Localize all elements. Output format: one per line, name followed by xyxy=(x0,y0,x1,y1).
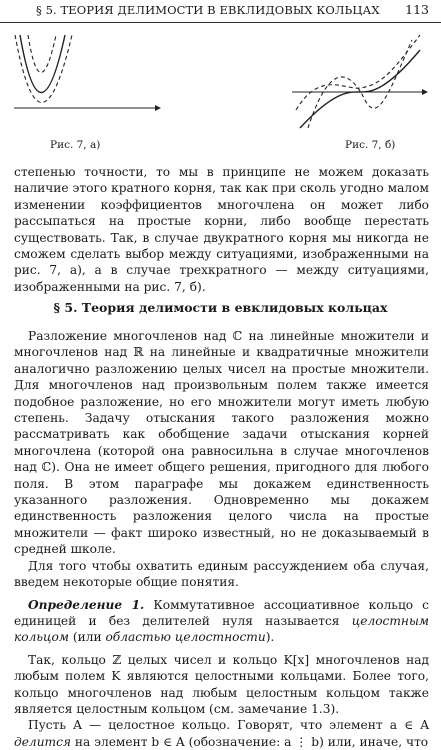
paragraph-2: Разложение многочленов над ℂ на линейные множители и многочленов над ℝ на линейные и квадратичные множители аналогично разложению целых чисел на простые множители. Для многочленов над произвольным полем также имеется подобное разложение, но его множители могут иметь любую степень. Задачу отыскания такого разложения можно рассматривать как обобщение задачи отыскания корней многочлена (которой она равносильна в случае многочленов над ℂ). Она не имеет общего решения, пригодного для любого поля. В этом параграфе мы докажем единственность указанного разложения. Одновременно мы докажем единственность разложения целого числа на простые множители — факт широко известный, но не доказываемый в средней школе. xyxy=(14,329,429,557)
paragraph-5-b: на элемент b ∈ A (обозначение: a ⋮ b) или, иначе, что xyxy=(71,734,429,749)
cubic-dashed-a xyxy=(308,40,412,128)
definition-text-c: ). xyxy=(265,630,275,645)
main-text xyxy=(14,328,429,750)
figure-7b-caption: Рис. 7, б) xyxy=(345,139,396,151)
running-header xyxy=(0,0,441,23)
paragraph-5 xyxy=(14,717,429,750)
figure-7b-plot xyxy=(290,30,430,130)
figure-7b xyxy=(290,30,430,130)
definition-term-2: областью целостности xyxy=(105,630,266,645)
cubic-solid xyxy=(300,50,420,128)
definition-label: Определение 1. xyxy=(28,597,145,612)
figure-7a-plot xyxy=(10,30,165,130)
paragraph-4: Так, кольцо ℤ целых чисел и кольцо K[x] многочленов над любым полем K являются целостными кольцами. Более того, кольцо многочленов над любым целостным кольцом также является целостным кольцом (см. замечание 1.3). xyxy=(14,652,429,716)
figure-7a xyxy=(10,30,165,130)
header-title: § 5. ТЕОРИЯ ДЕЛИМОСТИ В ЕВКЛИДОВЫХ КОЛЬЦАХ xyxy=(36,3,380,17)
paragraph-5-a: Пусть A — целостное кольцо. Говорят, что элемент a ∈ A xyxy=(28,718,429,733)
definition-text-a: Коммутативное ассоциативное кольцо с единицей и без делителей нуля называется xyxy=(14,597,429,628)
definition-text-b: (или xyxy=(68,630,106,645)
page-number: 113 xyxy=(405,2,429,17)
paragraph-continuation xyxy=(14,164,429,295)
definition-1 xyxy=(14,597,429,646)
parabola-dashed-high xyxy=(28,35,56,73)
cubic-dashed-b xyxy=(296,35,420,110)
paragraph-3: Для того чтобы охватить единым рассуждением оба случая, введем некоторые общие понятия. xyxy=(14,558,429,590)
section-heading: § 5. Теория делимости в евклидовых кольцах xyxy=(53,300,388,315)
figure-7a-caption: Рис. 7, а) xyxy=(50,139,101,151)
paragraph-1: степенью точности, то мы в принципе не можем доказать наличие этого кратного корня, так как при сколь угодно малом изменении коэффициентов многочлена он может либо рассыпаться на простые корни, либо вообще перестать существовать. Так, в случае двукратного корня мы никогда не сможем сделать выбор между ситуациями, изображенными на рис. 7, а), а в случае трехкратного — между ситуациями, изображенными на рис. 7, б). xyxy=(14,165,429,294)
definition-term-1: целостным кольцом xyxy=(14,613,429,645)
paragraph-5-term: делится xyxy=(14,734,71,749)
